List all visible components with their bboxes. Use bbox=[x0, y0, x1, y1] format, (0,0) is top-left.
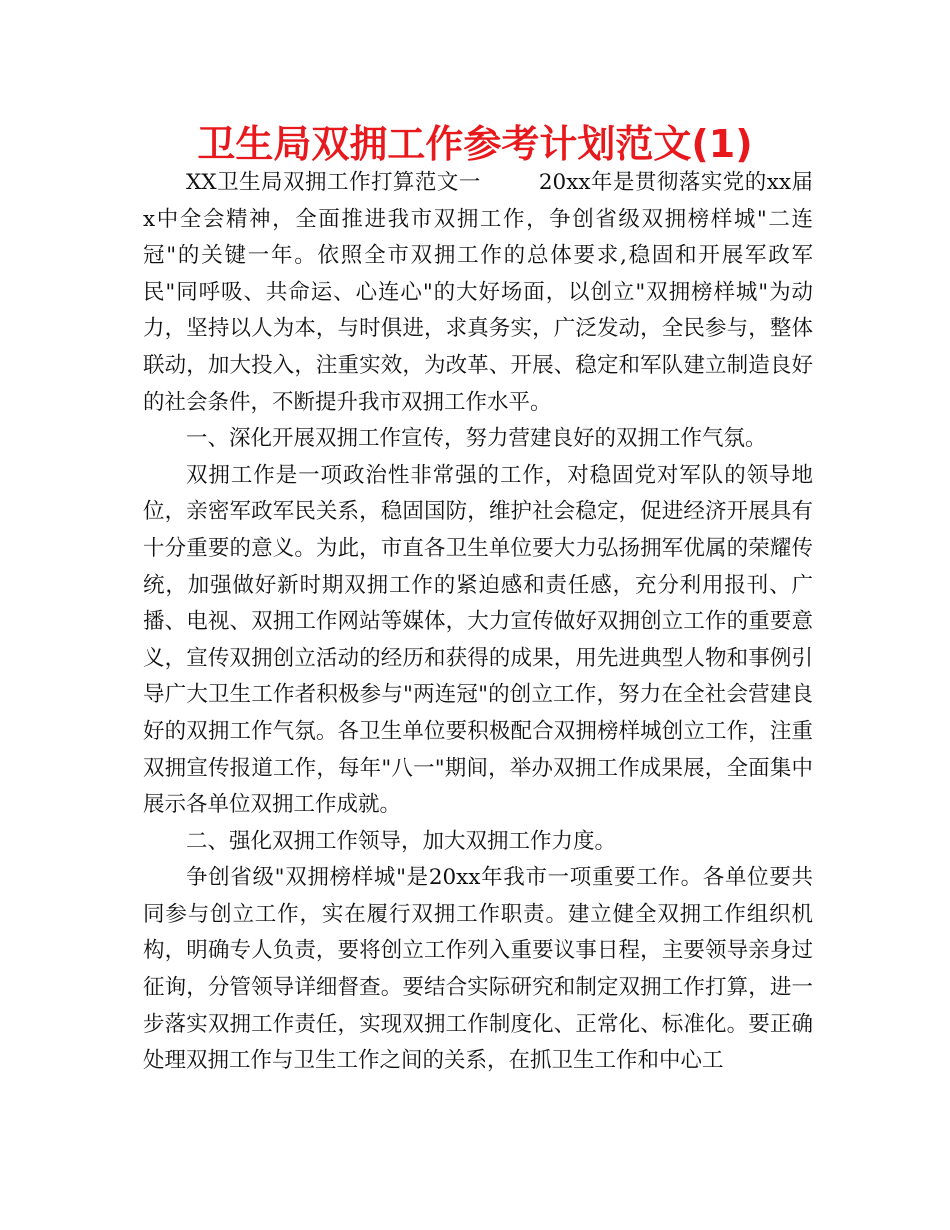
paragraph-section-1: 双拥工作是一项政治性非常强的工作，对稳固党对军队的领导地位，亲密军政军民关系，稳固国防，维护社会稳定，促进经济开展具有十分重要的意义。为此，市直各卫生单位要大力弘扬拥军优属的荣耀传统，加强做好新时期双拥工作的紧迫感和责任感，充分利用报刊、广播、电视、双拥工作网站等媒体，大力宣传做好双拥创立工作的重要意义，宣传双拥创立活动的经历和获得的成果，用先进典型人物和事例引导广大卫生工作者积极参与"两连冠"的创立工作，努力在全社会营建良好的双拥工作气氛。各卫生单位要积极配合双拥榜样城创立工作，注重双拥宣传报道工作，每年"八一"期间，举办双拥工作成果展，全面集中展示各单位双拥工作成就。 bbox=[143, 462, 813, 818]
document-body bbox=[143, 165, 813, 1080]
paragraph-section-2: 争创省级"双拥榜样城"是20xx年我市一项重要工作。各单位要共同参与创立工作，实在履行双拥工作职责。建立健全双拥工作组织机构，明确专人负责，要将创立工作列入重要议事日程，主要领导亲身过征询，分管领导详细督查。要结合实际研究和制定双拥工作打算，进一步落实双拥工作责任，实现双拥工作制度化、正常化、标准化。要正确处理双拥工作与卫生工作之间的关系，在抓卫生工作和中心工 bbox=[143, 865, 813, 1074]
document-title: 卫生局双拥工作参考计划范文(1) bbox=[197, 122, 753, 166]
paragraph-intro bbox=[143, 165, 813, 421]
section-heading-1: 一、深化开展双拥工作宣传，努力营建良好的双拥工作气氛。 bbox=[186, 426, 767, 452]
paragraph-intro-text: 20xx年是贯彻落实党的xx届x中全会精神，全面推进我市双拥工作，争创省级双拥榜样城"二连冠"的关键一年。依照全市双拥工作的总体要求,稳固和开展军政军民"同呼吸、共命运、心连心"的大好场面，以创立"双拥榜样城"为动力，坚持以人为本，与时俱进，求真务实，广泛发动，全民参与，整体联动，加大投入，注重实效，为改革、开展、稳定和军队建立制造良好的社会条件，不断提升我市双拥工作水平。 bbox=[143, 170, 813, 415]
section-heading-2: 二、强化双拥工作领导，加大双拥工作力度。 bbox=[186, 828, 617, 854]
paragraph-intro-lead: XX卫生局双拥工作打算范文一 bbox=[186, 170, 481, 195]
